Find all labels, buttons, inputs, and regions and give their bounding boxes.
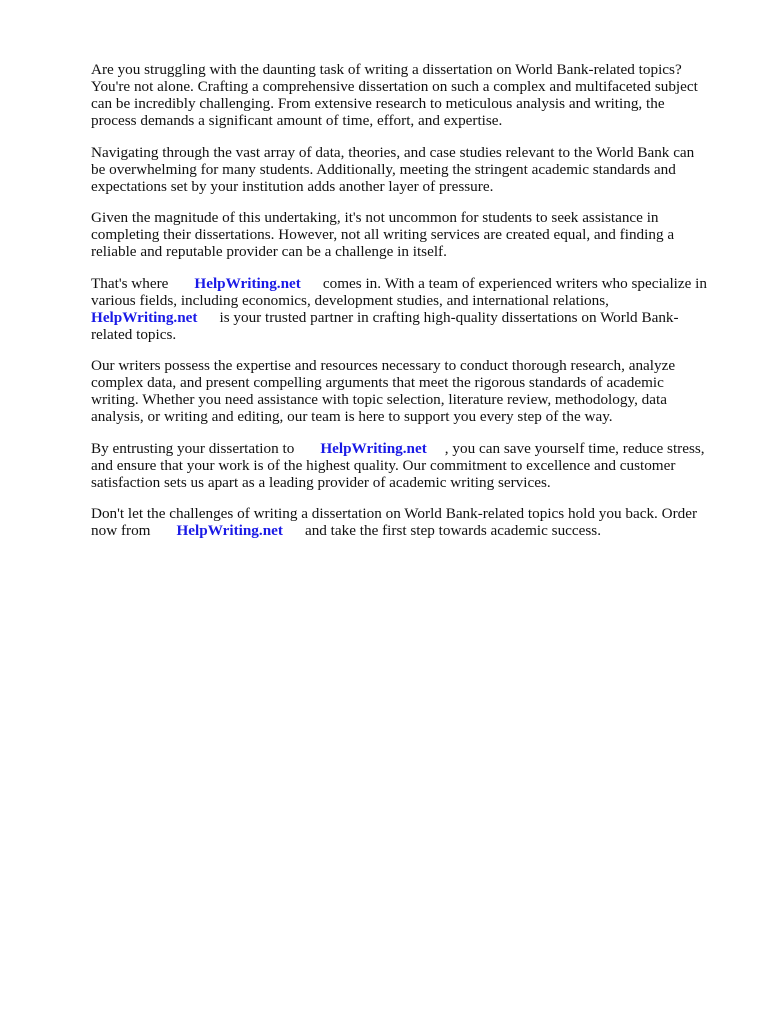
text-line xyxy=(91,309,723,326)
paragraph-closing xyxy=(91,505,723,539)
text-segment: is your trusted partner in crafting high-quality dissertations on World Bank- xyxy=(219,308,679,326)
text-line: Are you struggling with the daunting task of writing a dissertation on World Bank-related topics? xyxy=(91,61,682,78)
text-line: complex data, and present compelling arguments that meet the rigorous standards of academic xyxy=(91,374,664,391)
text-line: process demands a significant amount of time, effort, and expertise. xyxy=(91,112,503,129)
text-line: reliable and reputable provider can be a challenge in itself. xyxy=(91,243,447,260)
paragraph-navigating xyxy=(91,144,723,195)
text-line: writing. Whether you need assistance with topic selection, literature review, methodology, data xyxy=(91,391,667,408)
text-line: Given the magnitude of this undertaking, it's not uncommon for students to seek assistance in xyxy=(91,209,659,226)
helpwriting-link[interactable]: HelpWriting.net xyxy=(176,522,283,539)
text-line: analysis, or writing and editing, our team is here to support you every step of the way. xyxy=(91,408,613,425)
text-line: Don't let the challenges of writing a dissertation on World Bank-related topics hold you back. Order xyxy=(91,505,698,522)
text-line: and ensure that your work is of the highest quality. Our commitment to excellence and customer xyxy=(91,456,676,474)
paragraph-writers xyxy=(91,357,723,425)
text-line xyxy=(91,522,723,539)
text-line: satisfaction sets us apart as a leading provider of academic writing services. xyxy=(91,473,551,491)
paragraph-magnitude xyxy=(91,209,723,260)
text-segment: now from xyxy=(91,522,151,539)
paragraph-intro xyxy=(91,61,723,129)
text-line: You're not alone. Crafting a comprehensive dissertation on such a complex and multifaceted subject xyxy=(91,78,698,95)
text-line: be overwhelming for many students. Additionally, meeting the stringent academic standards and xyxy=(91,160,676,178)
text-line: related topics. xyxy=(91,325,177,343)
text-segment: By entrusting your dissertation to xyxy=(91,439,295,457)
helpwriting-link[interactable]: HelpWriting.net xyxy=(194,274,301,292)
document-body xyxy=(91,61,723,554)
text-segment: That's where xyxy=(91,274,169,292)
paragraph-thats-where xyxy=(91,275,723,343)
helpwriting-link[interactable]: HelpWriting.net xyxy=(91,308,198,326)
text-line: can be incredibly challenging. From extensive research to meticulous analysis and writing, the xyxy=(91,95,665,112)
text-segment: , you can save yourself time, reduce stress, xyxy=(444,439,705,457)
helpwriting-link[interactable]: HelpWriting.net xyxy=(320,439,427,457)
text-line: completing their dissertations. However, not all writing services are created equal, and finding a xyxy=(91,226,675,243)
text-line xyxy=(91,275,723,292)
text-line: Navigating through the vast array of data, theories, and case studies relevant to the World Bank can xyxy=(91,143,695,161)
text-line: expectations set by your institution adds another layer of pressure. xyxy=(91,177,494,195)
text-line: Our writers possess the expertise and resources necessary to conduct thorough research, analyze xyxy=(91,357,676,374)
text-line xyxy=(91,440,723,457)
text-line: various fields, including economics, development studies, and international relations, xyxy=(91,291,609,309)
paragraph-entrusting xyxy=(91,440,723,491)
text-segment: comes in. With a team of experienced writers who specialize in xyxy=(322,274,707,292)
text-segment: and take the first step towards academic success. xyxy=(304,522,601,539)
